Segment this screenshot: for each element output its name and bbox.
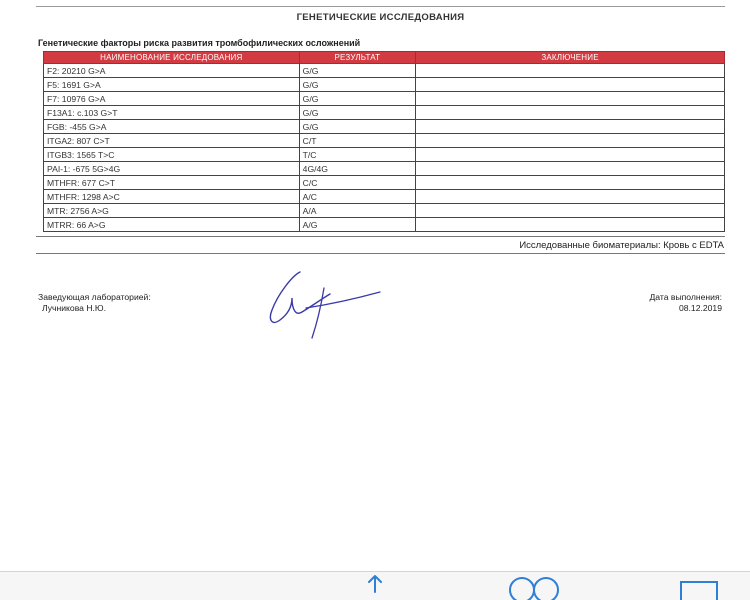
result-cell: T/C: [299, 148, 415, 162]
conclusion-cell: [416, 134, 725, 148]
result-cell: A/G: [299, 218, 415, 232]
document-title: ГЕНЕТИЧЕСКИЕ ИССЛЕДОВАНИЯ: [296, 12, 465, 23]
conclusion-cell: [416, 148, 725, 162]
bottom-toolbar: [0, 571, 750, 600]
annotate-icon[interactable]: [676, 572, 722, 600]
completion-date-block: [649, 292, 722, 314]
glasses-icon[interactable]: [505, 572, 563, 600]
completion-date-value: 08.12.2019: [678, 303, 722, 313]
conclusion-cell: [416, 176, 725, 190]
result-cell: A/C: [299, 190, 415, 204]
table-row: [44, 78, 725, 92]
results-table: [43, 51, 725, 232]
column-header-name: НАИМЕНОВАНИЕ ИССЛЕДОВАНИЯ: [44, 52, 300, 64]
head-of-lab-label: Заведующая лабораторией:: [38, 292, 151, 302]
table-row: [44, 148, 725, 162]
table-row: [44, 218, 725, 232]
signature-image: [262, 264, 387, 344]
table-row: [44, 120, 725, 134]
table-row: [44, 176, 725, 190]
test-name-cell: F2: 20210 G>A: [44, 64, 300, 78]
table-row: [44, 134, 725, 148]
test-name-cell: F5: 1691 G>A: [44, 78, 300, 92]
test-name-cell: F7: 10976 G>A: [44, 92, 300, 106]
conclusion-cell: [416, 162, 725, 176]
result-cell: G/G: [299, 120, 415, 134]
result-cell: A/A: [299, 204, 415, 218]
result-cell: C/C: [299, 176, 415, 190]
conclusion-cell: [416, 106, 725, 120]
result-cell: G/G: [299, 78, 415, 92]
result-cell: 4G/4G: [299, 162, 415, 176]
result-cell: G/G: [299, 64, 415, 78]
column-header-conclusion: ЗАКЛЮЧЕНИЕ: [416, 52, 725, 64]
conclusion-cell: [416, 204, 725, 218]
test-name-cell: MTHFR: 1298 A>C: [44, 190, 300, 204]
divider: [36, 236, 725, 237]
table-row: [44, 64, 725, 78]
divider: [36, 253, 725, 254]
test-name-cell: F13A1: c.103 G>T: [44, 106, 300, 120]
conclusion-cell: [416, 120, 725, 134]
test-name-cell: ITGB3: 1565 T>C: [44, 148, 300, 162]
result-cell: G/G: [299, 92, 415, 106]
test-name-cell: MTHFR: 677 C>T: [44, 176, 300, 190]
table-row: [44, 190, 725, 204]
share-icon[interactable]: [360, 572, 390, 600]
conclusion-cell: [416, 218, 725, 232]
conclusion-cell: [416, 190, 725, 204]
table-row: [44, 204, 725, 218]
table-header-row: [44, 52, 725, 64]
column-header-result: РЕЗУЛЬТАТ: [299, 52, 415, 64]
table-row: [44, 92, 725, 106]
section-title: Генетические факторы риска развития тромбофилических осложнений: [38, 38, 361, 48]
head-of-lab-name: Лучникова Н.Ю.: [42, 303, 106, 313]
head-of-lab-block: [38, 292, 151, 314]
test-name-cell: ITGA2: 807 C>T: [44, 134, 300, 148]
biomaterial-note: Исследованные биоматериалы: Кровь с EDTA: [519, 240, 724, 251]
test-name-cell: MTR: 2756 A>G: [44, 204, 300, 218]
table-row: [44, 106, 725, 120]
test-name-cell: PAI-1: -675 5G>4G: [44, 162, 300, 176]
top-divider: [36, 6, 725, 7]
test-name-cell: MTRR: 66 A>G: [44, 218, 300, 232]
conclusion-cell: [416, 92, 725, 106]
conclusion-cell: [416, 78, 725, 92]
completion-date-label: Дата выполнения:: [649, 292, 722, 302]
table-row: [44, 162, 725, 176]
result-cell: C/T: [299, 134, 415, 148]
test-name-cell: FGB: -455 G>A: [44, 120, 300, 134]
result-cell: G/G: [299, 106, 415, 120]
conclusion-cell: [416, 64, 725, 78]
